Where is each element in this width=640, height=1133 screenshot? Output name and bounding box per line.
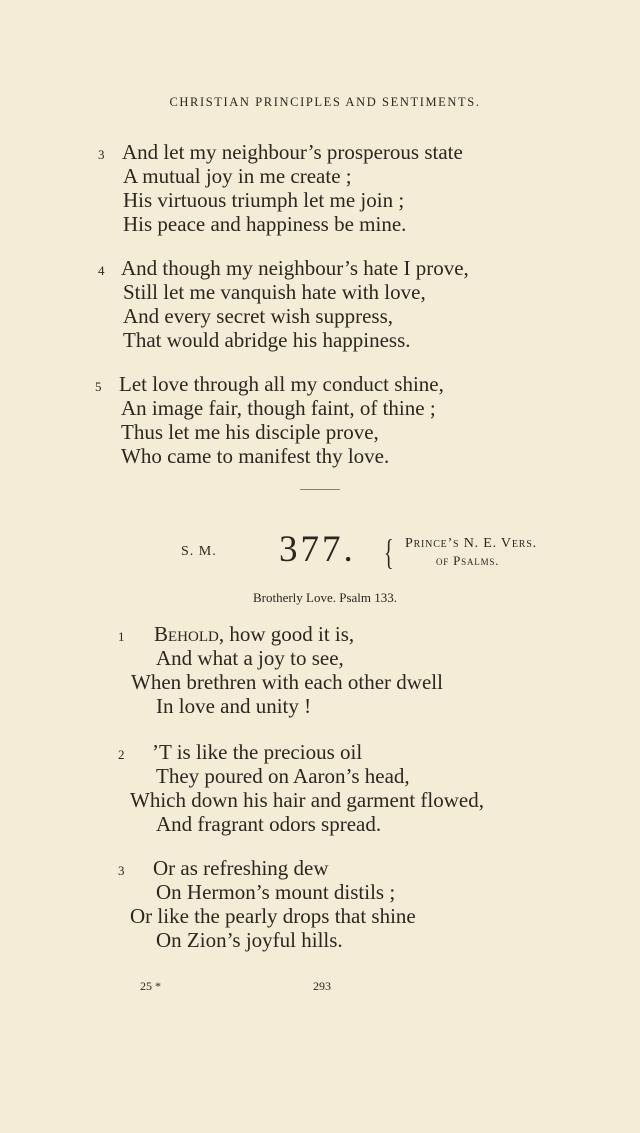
page-number: 293 (313, 979, 331, 993)
verse-line: Which down his hair and garment flowed, (130, 788, 484, 812)
stanza-number: 1 (118, 629, 125, 644)
verse-line: On Zion’s joyful hills. (156, 928, 343, 952)
tune-name: Prince’s N. E. Vers. (405, 536, 537, 551)
hymn-number: 377. (279, 529, 356, 570)
verse-line: And fragrant odors spread. (156, 812, 382, 836)
verse-line: Or like the pearly drops that shine (130, 904, 416, 928)
stanza-number: 4 (98, 263, 105, 278)
verse-line: An image fair, though faint, of thine ; (121, 396, 436, 420)
running-head: CHRISTIAN PRINCIPLES AND SENTIMENTS. (169, 95, 481, 109)
verse-line: ’T is like the precious oil (152, 740, 363, 764)
verse-line: Still let me vanquish hate with love, (123, 280, 426, 304)
verse-line: Who came to manifest thy love. (121, 444, 390, 468)
tune-brace: { (384, 532, 394, 572)
signature-mark: 25 * (140, 979, 161, 993)
verse-line: They poured on Aaron’s head, (156, 764, 410, 788)
verse-line: Or as refreshing dew (153, 856, 329, 880)
verse-line: A mutual joy in me create ; (123, 164, 352, 188)
tune-source: of Psalms. (436, 553, 500, 568)
verse-line: In love and unity ! (156, 694, 312, 718)
stanza-number: 3 (118, 863, 125, 878)
verse-line: Let love through all my conduct shine, (119, 372, 444, 396)
stanza-number: 5 (95, 379, 102, 394)
verse-line: His virtuous triumph let me join ; (123, 188, 405, 212)
opening-rest: , how good it is, (218, 622, 355, 646)
stanza-number: 2 (118, 747, 125, 762)
verse-line: His peace and happiness be mine. (123, 212, 407, 236)
stanza-number: 3 (98, 147, 105, 162)
verse-line: And let my neighbour’s prosperous state (122, 140, 463, 164)
hymn-header (0, 530, 640, 570)
hymn-subtitle: Brotherly Love. Psalm 133. (252, 590, 398, 605)
verse-line: That would abridge his happiness. (123, 328, 411, 352)
verse-line: And every secret wish suppress, (123, 304, 394, 328)
section-divider (300, 489, 340, 490)
verse-line: Thus let me his disciple prove, (121, 420, 379, 444)
verse-line: And what a joy to see, (156, 646, 344, 670)
verse-line-first (154, 622, 354, 646)
verse-line: When brethren with each other dwell (131, 670, 443, 694)
verse-line: And though my neighbour’s hate I prove, (121, 256, 469, 280)
hymn-meter: S. M. (181, 544, 217, 559)
verse-line: On Hermon’s mount distils ; (156, 880, 396, 904)
opening-word: Behold (154, 622, 219, 646)
